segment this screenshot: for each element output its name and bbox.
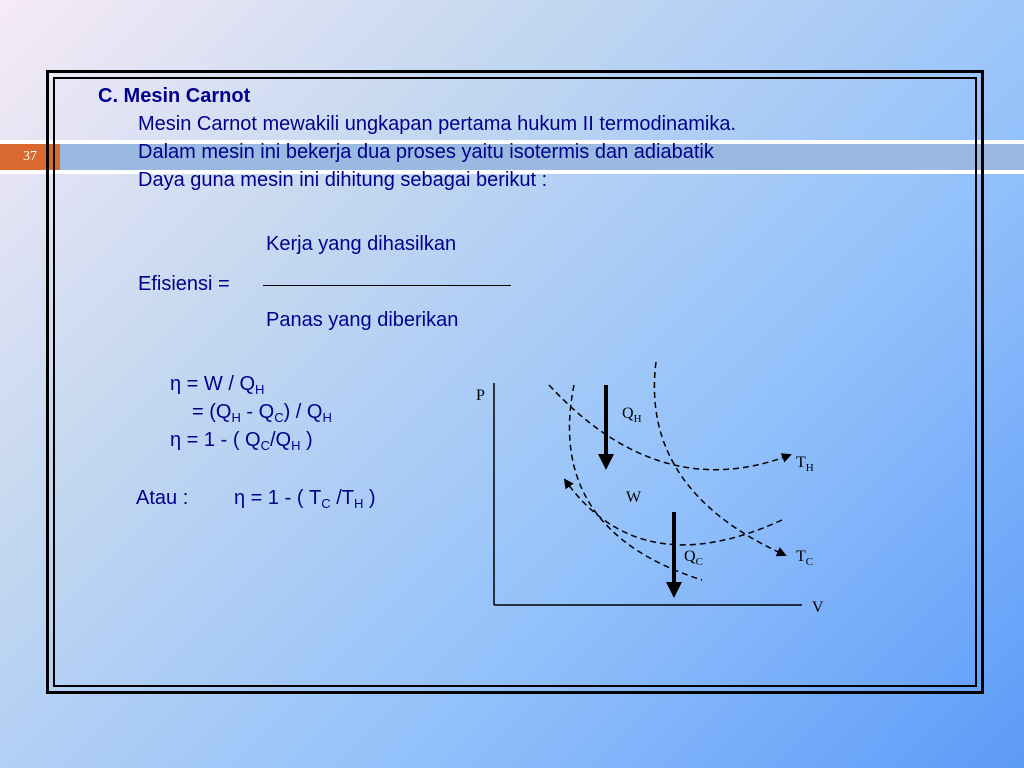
equation-3: η = 1 - ( $Q_C/Q_H$ ): [170, 429, 313, 453]
atau-label: Atau :: [136, 487, 189, 509]
isotherm-th: [549, 385, 790, 470]
label-qc: $Q_C$: [684, 548, 703, 568]
fraction-numerator: Kerja yang dihasilkan: [266, 233, 457, 255]
qc-arrow-head: [666, 582, 682, 598]
qh-arrow-head: [598, 454, 614, 470]
label-w: W: [626, 489, 642, 506]
equation-4: η = 1 - ( $T_C$ $/T_H$ ): [234, 487, 376, 511]
body-line-3: Daya guna mesin ini dihitung sebagai berikut :: [138, 169, 548, 191]
label-th: $T_H$: [796, 454, 814, 474]
axis-label-v: V: [812, 599, 824, 616]
page-number: 37: [23, 149, 37, 164]
efficiency-label: Efisiensi =: [138, 273, 230, 295]
label-tc: $T_C$: [796, 548, 814, 568]
fraction-denominator: Panas yang diberikan: [266, 309, 459, 331]
equation-2: = $(Q_H - Q_C) / Q_H$: [192, 401, 332, 425]
body-line-2: Dalam mesin ini bekerja dua proses yaitu isotermis dan adiabatik: [138, 141, 714, 163]
label-qh: $Q_H$: [622, 405, 642, 425]
section-heading: C. Mesin Carnot: [98, 85, 251, 107]
equation-1: $\eta = W / Q_H$: [170, 373, 265, 397]
body-line-1: Mesin Carnot mewakili ungkapan pertama hukum II termodinamika.: [138, 113, 737, 135]
axis-label-p: P: [476, 387, 485, 404]
